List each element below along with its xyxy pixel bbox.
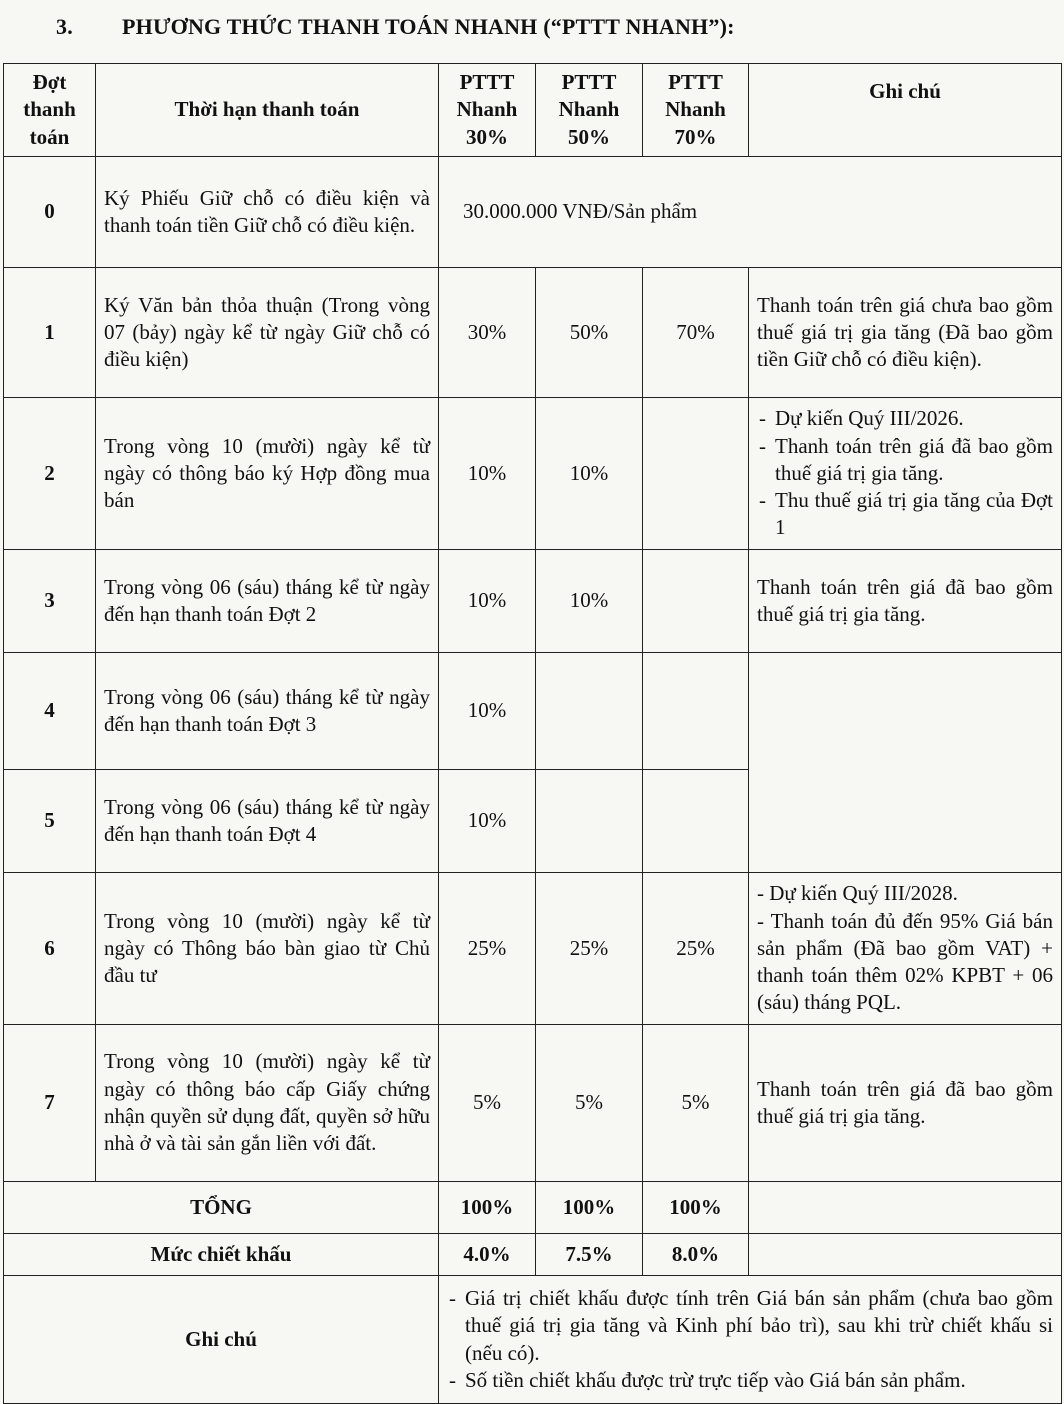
- pct-70: 25%: [643, 873, 749, 1025]
- section-title: PHƯƠNG THỨC THANH TOÁN NHANH (“PTTT NHANH”):: [122, 14, 735, 39]
- table-row: [4, 157, 1062, 268]
- pct-30: 10%: [439, 653, 536, 770]
- footer-label: Ghi chú: [4, 1276, 439, 1404]
- discount-50: 7.5%: [536, 1234, 643, 1276]
- payment-term: Trong vòng 06 (sáu) tháng kể từ ngày đến hạn thanh toán Đợt 3: [96, 653, 439, 770]
- pct-70: [643, 398, 749, 550]
- footer-row: [4, 1276, 1062, 1404]
- pct-50: [536, 770, 643, 873]
- note-item: - Thu thuế giá trị gia tăng của Đợt 1: [757, 487, 1053, 542]
- pct-50: [536, 653, 643, 770]
- total-label: TỔNG: [4, 1182, 439, 1234]
- installment-number: 1: [4, 268, 96, 398]
- discount-70: 8.0%: [643, 1234, 749, 1276]
- pct-30: 10%: [439, 398, 536, 550]
- payment-term: Trong vòng 06 (sáu) tháng kể từ ngày đến hạn thanh toán Đợt 4: [96, 770, 439, 873]
- discount-row: [4, 1234, 1062, 1276]
- section-number: 3.: [56, 14, 73, 39]
- discount-30: 4.0%: [439, 1234, 536, 1276]
- table-row: [4, 873, 1062, 1025]
- total-50: 100%: [536, 1182, 643, 1234]
- footer-notes-cell: [439, 1276, 1062, 1404]
- payment-term: Ký Văn bản thỏa thuận (Trong vòng 07 (bảy) ngày kể từ ngày Giữ chỗ có điều kiện): [96, 268, 439, 398]
- header-row: [4, 64, 1062, 157]
- pct-70: [643, 550, 749, 653]
- pct-50: 10%: [536, 550, 643, 653]
- table-row: [4, 398, 1062, 550]
- table-row: [4, 550, 1062, 653]
- note-item: - Thanh toán trên giá đã bao gồm thuế giá trị gia tăng.: [757, 433, 1053, 488]
- total-70: 100%: [643, 1182, 749, 1234]
- pct-50: 5%: [536, 1025, 643, 1182]
- installment-number: 5: [4, 770, 96, 873]
- pct-50: 50%: [536, 268, 643, 398]
- note-cell: Thanh toán trên giá chưa bao gồm thuế giá trị gia tăng (Đã bao gồm tiền Giữ chỗ có điều kiện).: [749, 268, 1062, 398]
- pct-70: 70%: [643, 268, 749, 398]
- header-pttt-50: PTTT Nhanh 50%: [536, 64, 643, 157]
- pct-50: 10%: [536, 398, 643, 550]
- deposit-amount: 30.000.000 VNĐ/Sản phẩm: [439, 157, 1062, 268]
- footer-note-list: [447, 1285, 1053, 1394]
- total-row: [4, 1182, 1062, 1234]
- installment-number: 3: [4, 550, 96, 653]
- table-row: [4, 268, 1062, 398]
- pct-50: 25%: [536, 873, 643, 1025]
- header-pttt-70: PTTT Nhanh 70%: [643, 64, 749, 157]
- note-cell: - Dự kiến Quý III/2028. - Thanh toán đủ đến 95% Giá bán sản phẩm (Đã bao gồm VAT) + thanh toán thêm 02% KPBT + 06 (sáu) tháng PQL.: [749, 873, 1062, 1025]
- installment-number: 4: [4, 653, 96, 770]
- note-cell: Thanh toán trên giá đã bao gồm thuế giá trị gia tăng.: [749, 1025, 1062, 1182]
- installment-number: 7: [4, 1025, 96, 1182]
- section-heading: [56, 14, 735, 40]
- total-note-empty: [749, 1182, 1062, 1234]
- note-cell: Thanh toán trên giá đã bao gồm thuế giá trị gia tăng.: [749, 550, 1062, 653]
- header-notes: Ghi chú: [749, 64, 1062, 157]
- header-pttt-30: PTTT Nhanh 30%: [439, 64, 536, 157]
- installment-number: 0: [4, 157, 96, 268]
- payment-term: Trong vòng 06 (sáu) tháng kể từ ngày đến hạn thanh toán Đợt 2: [96, 550, 439, 653]
- note-cell-empty: [749, 653, 1062, 873]
- header-payment-term: Thời hạn thanh toán: [96, 64, 439, 157]
- payment-term: Trong vòng 10 (mười) ngày kể từ ngày có thông báo ký Hợp đồng mua bán: [96, 398, 439, 550]
- footer-note-item: - Số tiền chiết khấu được trừ trực tiếp vào Giá bán sản phẩm.: [447, 1367, 1053, 1394]
- installment-number: 2: [4, 398, 96, 550]
- note-item: - Dự kiến Quý III/2026.: [757, 405, 1053, 432]
- total-30: 100%: [439, 1182, 536, 1234]
- pct-30: 25%: [439, 873, 536, 1025]
- pct-30: 5%: [439, 1025, 536, 1182]
- pct-30: 10%: [439, 770, 536, 873]
- table-row: [4, 653, 1062, 770]
- header-installment: Đợt thanh toán: [4, 64, 96, 157]
- pct-30: 10%: [439, 550, 536, 653]
- table-row: [4, 1025, 1062, 1182]
- payment-term: Ký Phiếu Giữ chỗ có điều kiện và thanh toán tiền Giữ chỗ có điều kiện.: [96, 157, 439, 268]
- pct-70: [643, 653, 749, 770]
- payment-term: Trong vòng 10 (mười) ngày kể từ ngày có Thông báo bàn giao từ Chủ đầu tư: [96, 873, 439, 1025]
- payment-schedule-table: [3, 63, 1062, 1404]
- pct-70: [643, 770, 749, 873]
- discount-label: Mức chiết khấu: [4, 1234, 439, 1276]
- discount-note-empty: [749, 1234, 1062, 1276]
- footer-note-item: - Giá trị chiết khấu được tính trên Giá bán sản phẩm (chưa bao gồm thuế giá trị gia tăng và Kinh phí bảo trì), sau khi trừ chiết khấu si (nếu có).: [447, 1285, 1053, 1367]
- installment-number: 6: [4, 873, 96, 1025]
- payment-term: Trong vòng 10 (mười) ngày kể từ ngày có thông báo cấp Giấy chứng nhận quyền sử dụng đất, quyền sở hữu nhà ở và tài sản gắn liền với đất.: [96, 1025, 439, 1182]
- pct-70: 5%: [643, 1025, 749, 1182]
- note-cell: [749, 398, 1062, 550]
- pct-30: 30%: [439, 268, 536, 398]
- note-list: [757, 405, 1053, 541]
